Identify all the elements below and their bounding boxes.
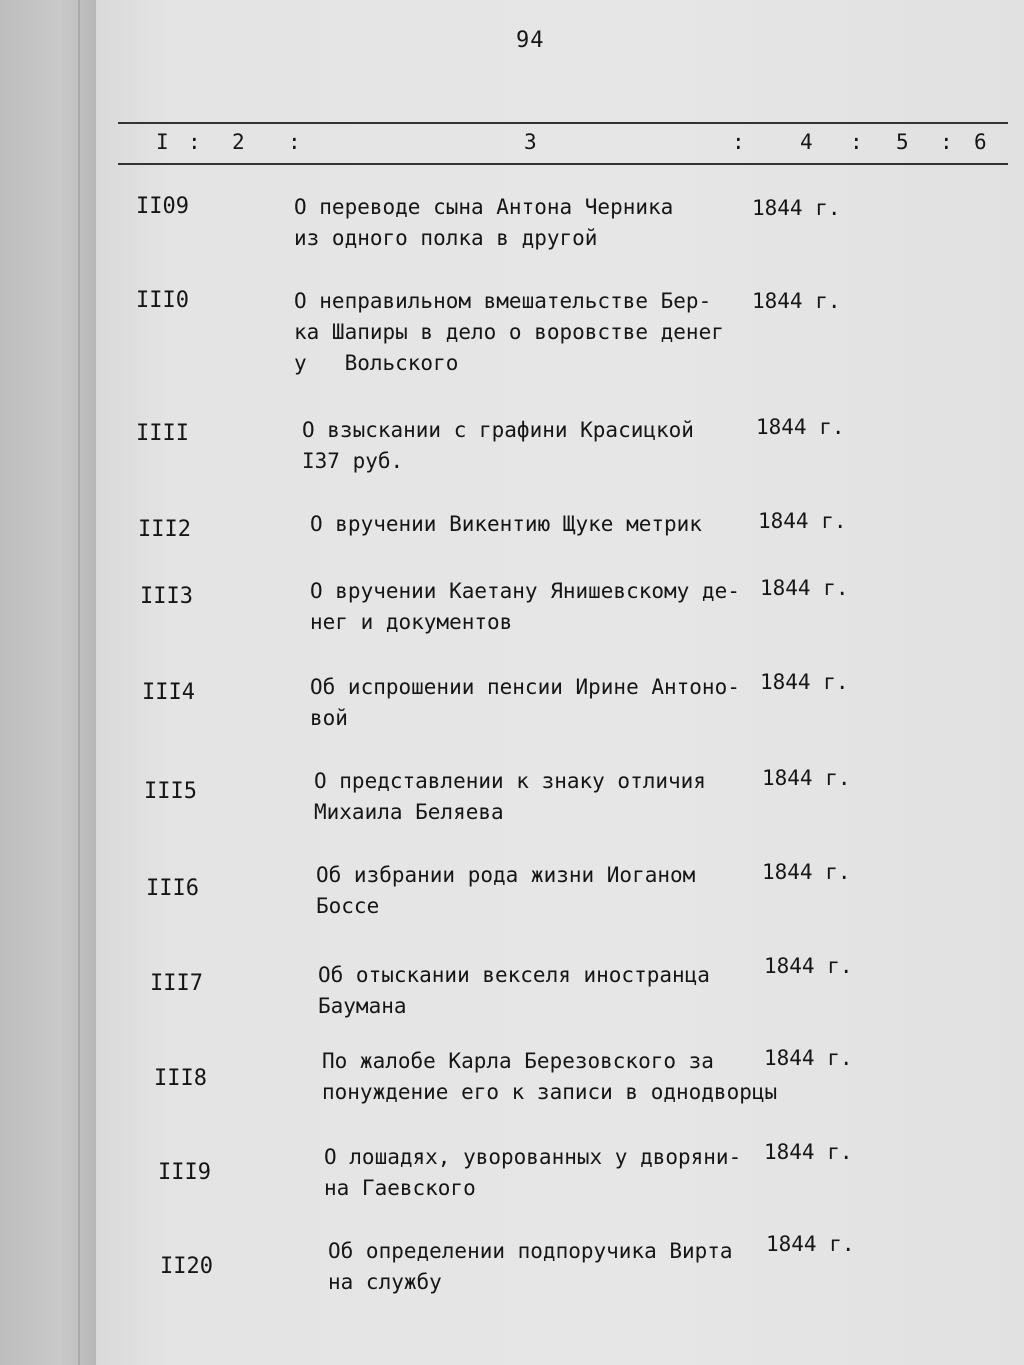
entry-title: Об избрании рода жизни Иоганом Боссе: [316, 863, 696, 918]
entry-year: 1844 г.: [760, 670, 849, 694]
entry-title: О вручении Викентию Щуке метрик: [310, 512, 702, 536]
entry-title: О взыскании с графини Красицкой I37 руб.: [302, 418, 694, 473]
column-separator: :: [188, 130, 201, 154]
entry-year: 1844 г.: [756, 415, 845, 439]
header-top-rule: [118, 122, 1008, 124]
entry-title: Об отыскании векселя иностранца Баумана: [318, 963, 710, 1018]
column-separator: :: [850, 130, 863, 154]
column-separator: :: [732, 130, 745, 154]
entry-title: О неправильном вмешательстве Бер- ка Шапиры в дело о воровстве денег у Вольского: [294, 289, 724, 375]
column-header-2: 2: [232, 130, 245, 154]
entry-year: 1844 г.: [764, 954, 853, 978]
entry-title: Об определении подпоручика Вирта на службу: [328, 1239, 733, 1294]
entry-number: III9: [158, 1160, 211, 1185]
entry-year: 1844 г.: [752, 196, 841, 220]
entry-year: 1844 г.: [758, 509, 847, 533]
entry-number: II09: [136, 194, 189, 219]
entry-year: 1844 г.: [766, 1232, 855, 1256]
entry-year: 1844 г.: [764, 1046, 853, 1070]
entry-title: О представлении к знаку отличия Михаила Беляева: [314, 769, 706, 824]
entry-title: О вручении Каетану Янишевскому де- нег и документов: [310, 579, 740, 634]
entry-title: Об испрошении пенсии Ирине Антоно- вой: [310, 675, 740, 730]
binding-gutter: [0, 0, 100, 1365]
entry-year: 1844 г.: [760, 576, 849, 600]
document-page: [96, 0, 1024, 1365]
entry-year: 1844 г.: [752, 289, 841, 313]
entry-number: III3: [140, 584, 193, 609]
entry-number: III4: [142, 680, 195, 705]
entry-number: III0: [136, 288, 189, 313]
entry-number: III8: [154, 1066, 207, 1091]
column-separator: :: [940, 130, 953, 154]
entry-number: III5: [144, 779, 197, 804]
column-separator: :: [288, 130, 301, 154]
entry-number: III7: [150, 971, 203, 996]
entry-year: 1844 г.: [764, 1140, 853, 1164]
column-header-3: 3: [524, 130, 537, 154]
entry-year: 1844 г.: [762, 860, 851, 884]
column-header-6: 6: [974, 130, 987, 154]
page-number: 94: [516, 28, 545, 53]
entry-number: II20: [160, 1254, 213, 1279]
entry-year: 1844 г.: [762, 766, 851, 790]
column-header-5: 5: [896, 130, 909, 154]
column-header-1: I: [156, 130, 169, 154]
entry-number: III6: [146, 876, 199, 901]
entry-title: О лошадях, уворованных у дворяни- на Гаевского: [324, 1145, 742, 1200]
header-bottom-rule: [118, 163, 1008, 165]
column-header-4: 4: [800, 130, 813, 154]
entry-number: IIII: [136, 421, 189, 446]
gutter-fold-line: [78, 0, 80, 1365]
entry-title: О переводе сына Антона Черника из одного полка в другой: [294, 195, 674, 250]
entry-title: По жалобе Карла Березовского за понуждение его к записи в однодворцы: [322, 1049, 778, 1104]
entry-number: III2: [138, 517, 191, 542]
